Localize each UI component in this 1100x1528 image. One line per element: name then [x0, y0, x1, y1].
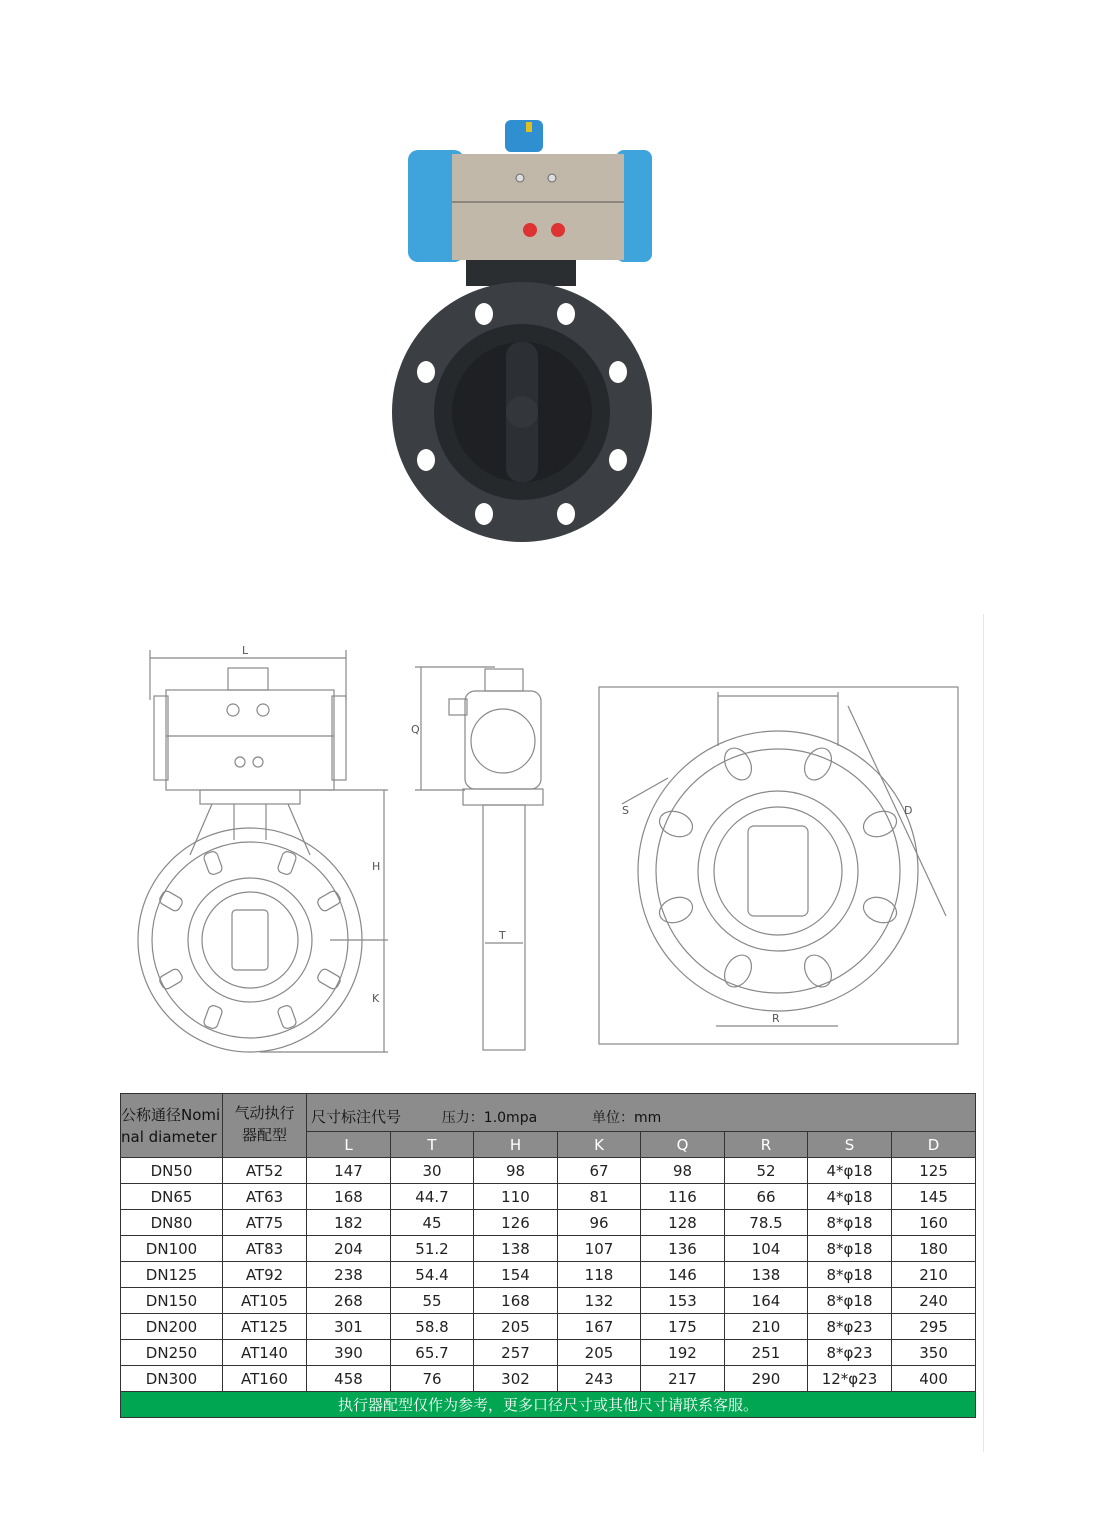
cell-s: 8*φ23 [808, 1340, 892, 1366]
cell-t: 44.7 [391, 1184, 474, 1210]
cell-dn: DN250 [121, 1340, 223, 1366]
product-photo [380, 110, 680, 560]
cell-s: 8*φ18 [808, 1210, 892, 1236]
cell-r: 52 [725, 1158, 808, 1184]
cell-l: 182 [307, 1210, 391, 1236]
header-actuator [223, 1094, 307, 1158]
col-header: D [892, 1132, 976, 1158]
table-row [121, 1340, 976, 1366]
cell-r: 138 [725, 1262, 808, 1288]
cell-l: 268 [307, 1288, 391, 1314]
dim-label-T: T [499, 929, 506, 942]
cell-q: 153 [641, 1288, 725, 1314]
cell-t: 65.7 [391, 1340, 474, 1366]
cell-l: 301 [307, 1314, 391, 1340]
dim-label-L: L [242, 644, 249, 657]
table-row [121, 1184, 976, 1210]
pressure-label: 压力：1.0mpa [441, 1110, 538, 1126]
table-row [121, 1314, 976, 1340]
unit-label: 单位：mm [591, 1110, 662, 1126]
cell-r: 78.5 [725, 1210, 808, 1236]
cell-actuator: AT160 [223, 1366, 307, 1392]
cell-h: 168 [474, 1288, 558, 1314]
cell-k: 67 [558, 1158, 641, 1184]
cell-dn: DN100 [121, 1236, 223, 1262]
table-body [121, 1158, 976, 1392]
cell-k: 167 [558, 1314, 641, 1340]
cell-k: 81 [558, 1184, 641, 1210]
cell-actuator: AT52 [223, 1158, 307, 1184]
cell-q: 146 [641, 1262, 725, 1288]
col-header: Q [641, 1132, 725, 1158]
cell-h: 138 [474, 1236, 558, 1262]
note-text: 执行器配型仅作为参考，更多口径尺寸或其他尺寸请联系客服。 [121, 1392, 976, 1418]
col-header: L [307, 1132, 391, 1158]
dim-label-S: S [622, 804, 629, 817]
cell-q: 192 [641, 1340, 725, 1366]
cell-s: 8*φ18 [808, 1288, 892, 1314]
col-header: T [391, 1132, 474, 1158]
cell-h: 154 [474, 1262, 558, 1288]
cell-d: 210 [892, 1262, 976, 1288]
dim-label-R: R [772, 1012, 780, 1025]
cell-actuator: AT92 [223, 1262, 307, 1288]
col-header: H [474, 1132, 558, 1158]
cell-s: 4*φ18 [808, 1158, 892, 1184]
cell-s: 12*φ23 [808, 1366, 892, 1392]
dim-label-Q: Q [411, 723, 420, 736]
cell-q: 128 [641, 1210, 725, 1236]
cell-q: 136 [641, 1236, 725, 1262]
dim-label-D: D [904, 804, 913, 817]
cell-k: 118 [558, 1262, 641, 1288]
side-view-drawing [405, 655, 570, 1055]
cell-dn: DN125 [121, 1262, 223, 1288]
cell-h: 110 [474, 1184, 558, 1210]
cell-d: 125 [892, 1158, 976, 1184]
header-nominal-diameter [121, 1094, 223, 1158]
cell-r: 164 [725, 1288, 808, 1314]
table-row [121, 1366, 976, 1392]
cell-d: 295 [892, 1314, 976, 1340]
cell-r: 104 [725, 1236, 808, 1262]
dim-label-H: H [372, 860, 381, 873]
cell-t: 54.4 [391, 1262, 474, 1288]
cell-r: 251 [725, 1340, 808, 1366]
cell-h: 126 [474, 1210, 558, 1236]
cell-t: 51.2 [391, 1236, 474, 1262]
cell-k: 205 [558, 1340, 641, 1366]
header-actuator-line2: 器配型 [241, 1126, 287, 1144]
cell-dn: DN200 [121, 1314, 223, 1340]
cell-actuator: AT83 [223, 1236, 307, 1262]
cell-s: 8*φ18 [808, 1236, 892, 1262]
header-dim-code: 尺寸标注代号 [311, 1108, 402, 1126]
cell-d: 180 [892, 1236, 976, 1262]
flange-view-drawing [598, 686, 960, 1046]
cell-t: 45 [391, 1210, 474, 1236]
note-row [121, 1392, 976, 1418]
cell-q: 217 [641, 1366, 725, 1392]
header-dimensions [307, 1094, 976, 1132]
cell-k: 107 [558, 1236, 641, 1262]
page-divider [983, 614, 984, 1452]
cell-t: 76 [391, 1366, 474, 1392]
cell-h: 302 [474, 1366, 558, 1392]
cell-l: 147 [307, 1158, 391, 1184]
cell-actuator: AT105 [223, 1288, 307, 1314]
cell-s: 4*φ18 [808, 1184, 892, 1210]
col-header: R [725, 1132, 808, 1158]
cell-actuator: AT140 [223, 1340, 307, 1366]
cell-k: 96 [558, 1210, 641, 1236]
cell-d: 160 [892, 1210, 976, 1236]
cell-q: 98 [641, 1158, 725, 1184]
header-nominal-line2: nal diameter [121, 1127, 217, 1146]
cell-dn: DN150 [121, 1288, 223, 1314]
table-row [121, 1236, 976, 1262]
cell-s: 8*φ23 [808, 1314, 892, 1340]
cell-k: 243 [558, 1366, 641, 1392]
cell-h: 205 [474, 1314, 558, 1340]
table-row [121, 1210, 976, 1236]
table-row [121, 1288, 976, 1314]
cell-q: 175 [641, 1314, 725, 1340]
col-header: S [808, 1132, 892, 1158]
cell-t: 58.8 [391, 1314, 474, 1340]
dim-label-K: K [372, 992, 380, 1005]
cell-r: 210 [725, 1314, 808, 1340]
front-view-drawing [130, 640, 400, 1060]
cell-dn: DN65 [121, 1184, 223, 1210]
cell-r: 290 [725, 1366, 808, 1392]
cell-actuator: AT75 [223, 1210, 307, 1236]
cell-l: 458 [307, 1366, 391, 1392]
cell-l: 390 [307, 1340, 391, 1366]
cell-actuator: AT63 [223, 1184, 307, 1210]
header-nominal-line1: 公称通径Nomi [121, 1105, 221, 1124]
col-header: K [558, 1132, 641, 1158]
actuator-body [452, 154, 624, 260]
cell-dn: DN80 [121, 1210, 223, 1236]
cell-d: 240 [892, 1288, 976, 1314]
spec-table [120, 1093, 976, 1418]
cell-d: 350 [892, 1340, 976, 1366]
cell-l: 204 [307, 1236, 391, 1262]
cell-h: 98 [474, 1158, 558, 1184]
header-actuator-line1: 气动执行 [234, 1104, 295, 1122]
cell-h: 257 [474, 1340, 558, 1366]
cell-k: 132 [558, 1288, 641, 1314]
cell-dn: DN300 [121, 1366, 223, 1392]
table-row [121, 1262, 976, 1288]
cell-d: 145 [892, 1184, 976, 1210]
cell-q: 116 [641, 1184, 725, 1210]
cell-r: 66 [725, 1184, 808, 1210]
cell-t: 30 [391, 1158, 474, 1184]
cell-dn: DN50 [121, 1158, 223, 1184]
cell-l: 168 [307, 1184, 391, 1210]
cell-l: 238 [307, 1262, 391, 1288]
air-port-icon [523, 223, 537, 237]
cell-d: 400 [892, 1366, 976, 1392]
cell-t: 55 [391, 1288, 474, 1314]
indicator-cap [505, 120, 543, 152]
cell-s: 8*φ18 [808, 1262, 892, 1288]
table-row [121, 1158, 976, 1184]
cell-actuator: AT125 [223, 1314, 307, 1340]
